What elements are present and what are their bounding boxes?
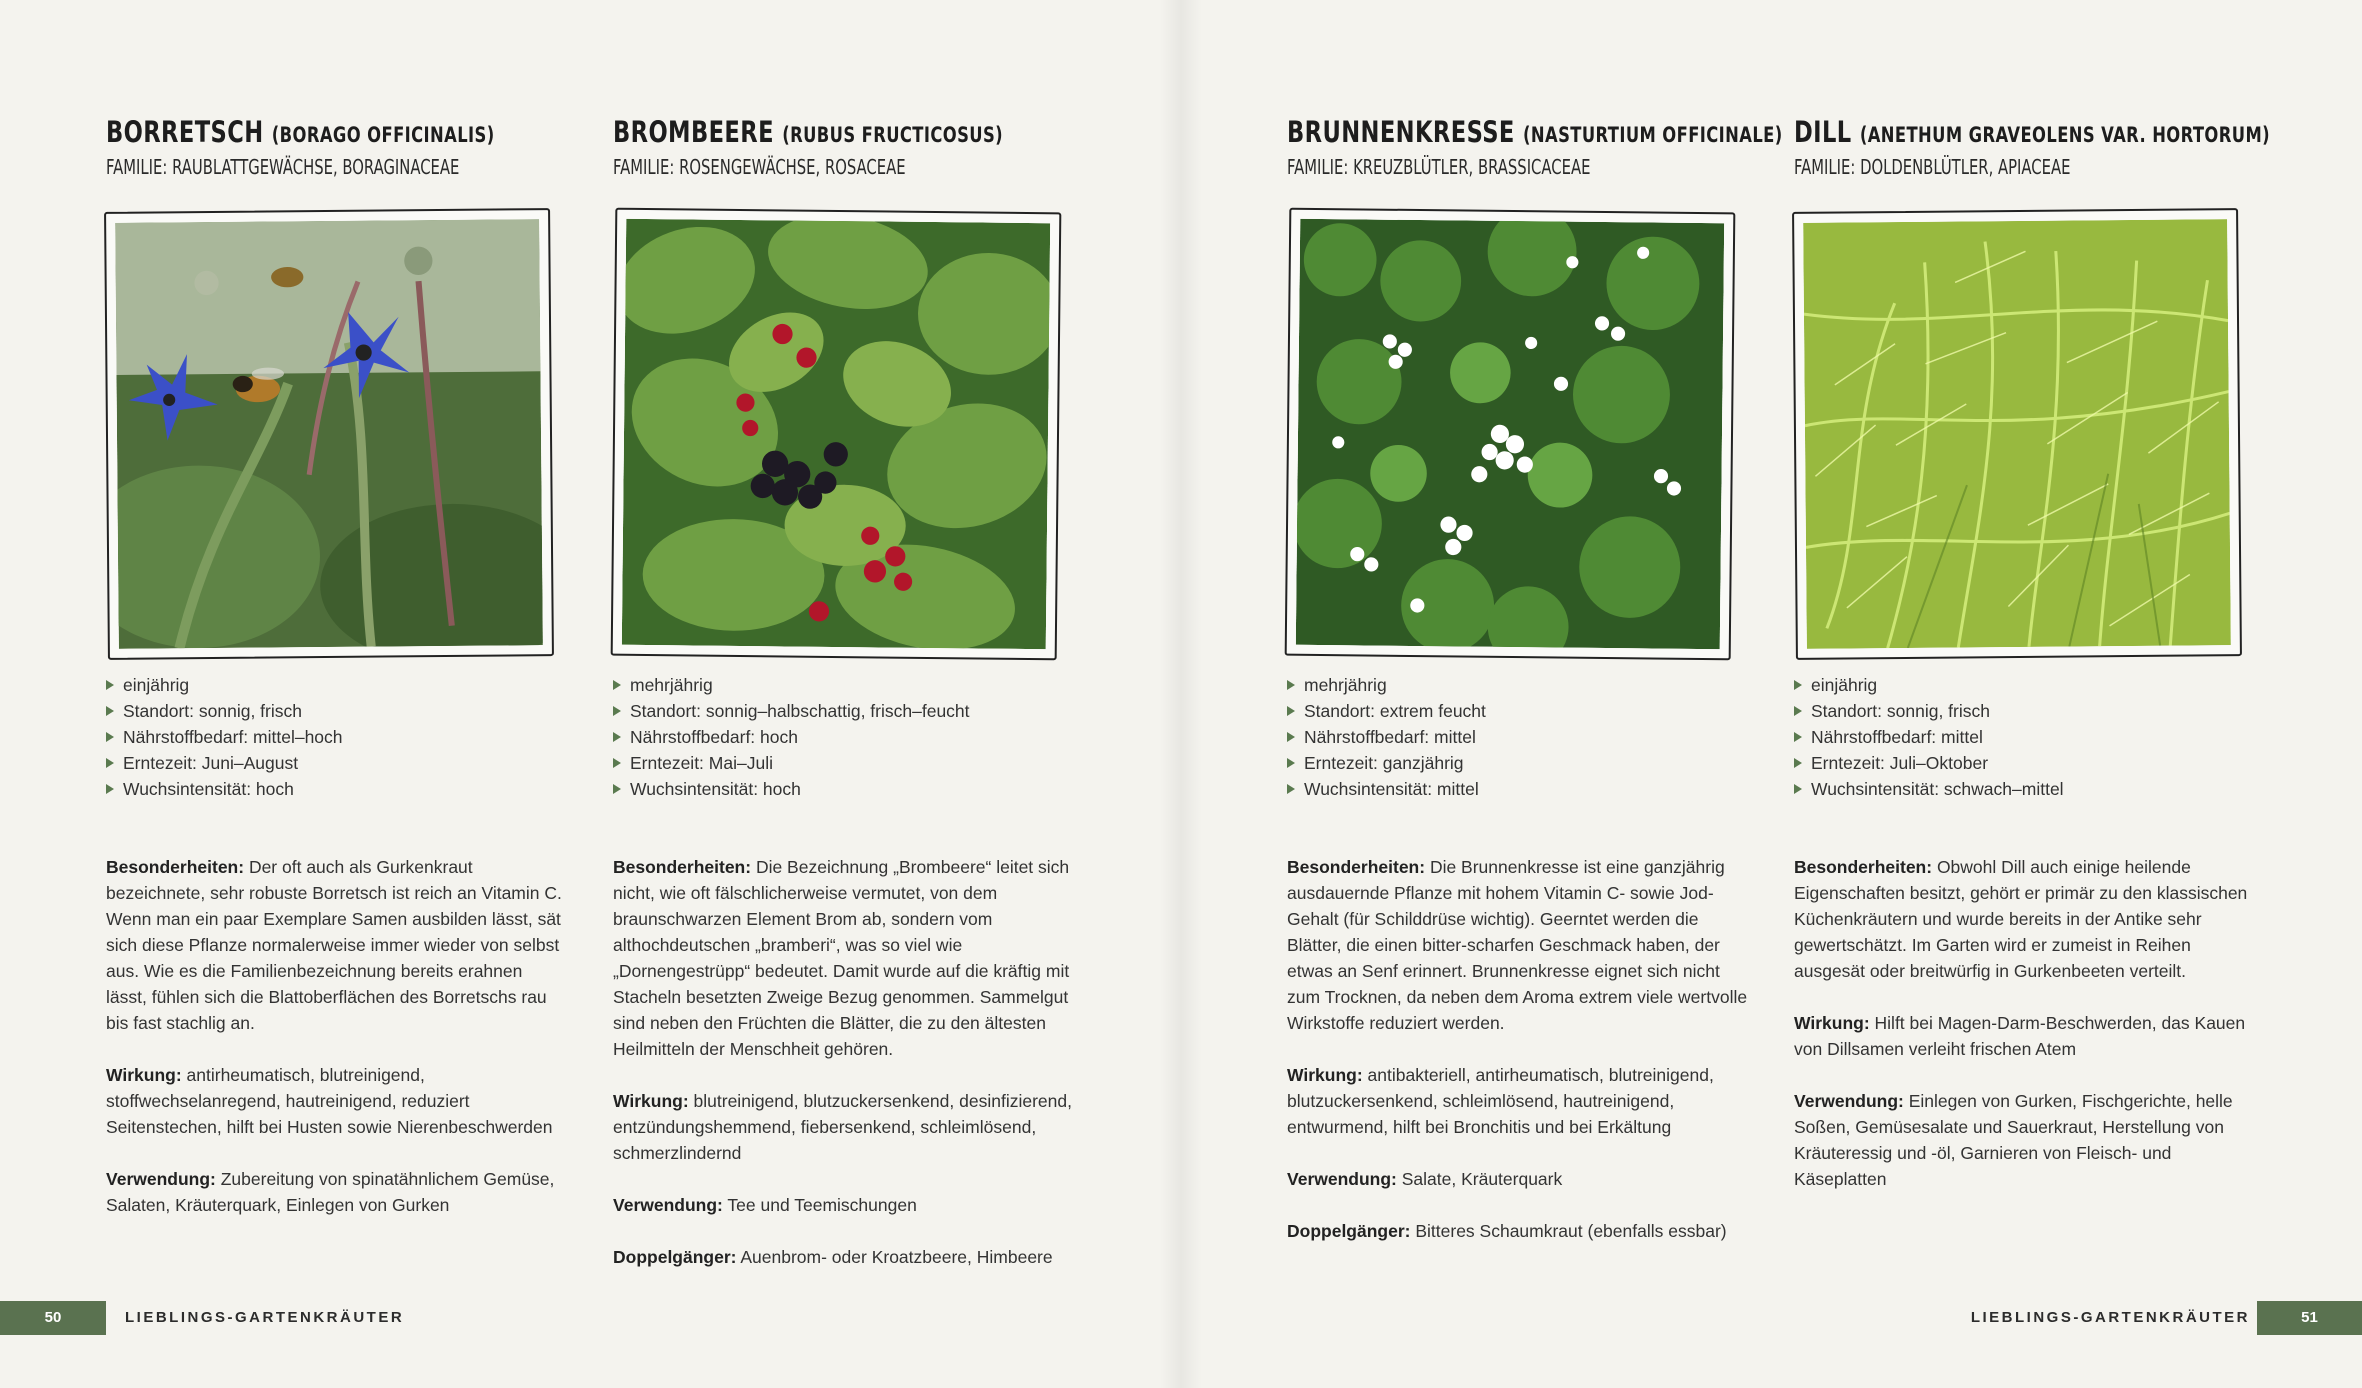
plant-entry-brunnenkresse (1287, 112, 1783, 1241)
bullet-triangle-icon (1287, 758, 1295, 768)
plant-title (1794, 112, 2271, 152)
bullet-triangle-icon (613, 784, 621, 794)
plant-entry-brombeere (613, 112, 1083, 1267)
plant-description (106, 854, 568, 1244)
bullet-triangle-icon (106, 758, 114, 768)
fact-item: Standort: extrem feucht (1287, 698, 1486, 724)
fact-item: Nährstoffbedarf: mittel–hoch (106, 724, 343, 750)
page-number-badge: 50 (0, 1301, 106, 1335)
bullet-triangle-icon (1794, 784, 1802, 794)
watercress-photo (1296, 219, 1724, 649)
fact-item: Erntezeit: Mai–Juli (613, 750, 970, 776)
fact-item: Erntezeit: Juni–August (106, 750, 343, 776)
plant-latin-name: (BORAGO OFFICINALIS) (271, 123, 495, 147)
bullet-triangle-icon (1794, 758, 1802, 768)
section-paragraph: Besonderheiten: Obwohl Dill auch einige heilende Eigenschaften besitzt, gehört er primär zu den klassischen Küchenkräutern und wurde bereits in der Antike sehr gewertschätzt. Im Garten wird er zumeist in Reihen ausgesät oder breitwürfig in Gurkenbeeten verteilt. (1794, 857, 2248, 981)
running-footer: LIEBLINGS-GARTENKRÄUTER (1970, 1309, 2250, 1326)
bullet-triangle-icon (1794, 732, 1802, 742)
plant-name: DILL (1794, 115, 1852, 149)
plant-title (613, 112, 1004, 152)
plant-name: BORRETSCH (106, 115, 264, 149)
section-paragraph: Wirkung: antibakteriell, antirheumatisch, blutreinigend, blutzuckersenkend, schleimlösend, hautreinigend, entwurmend, hilft bei Bronchitis und bei Erkältung (1287, 1065, 1714, 1137)
plant-description (1794, 854, 2256, 1218)
photo-frame (104, 208, 554, 660)
photo-frame (1285, 208, 1736, 661)
plant-latin-name: (RUBUS FRUCTICOSUS) (782, 123, 1004, 147)
bullet-triangle-icon (613, 758, 621, 768)
fact-item: Wuchsintensität: hoch (106, 776, 343, 802)
bullet-triangle-icon (1287, 784, 1295, 794)
bullet-triangle-icon (106, 784, 114, 794)
bullet-triangle-icon (1287, 706, 1295, 716)
section-paragraph: Besonderheiten: Der oft auch als Gurkenkraut bezeichnete, sehr robuste Borretsch ist reich an Vitamin C. Wenn man ein paar Exemplare Samen ausbilden lässt, sät sich diese Pflanze normalerweise immer wieder von selbst aus. Wie es die Familienbezeichnung bereits erahnen lässt, fühlen sich die Blattoberflächen des Borretschs rau bis fast stachlig an. (106, 857, 562, 1033)
blackberry-photo (622, 219, 1050, 649)
section-paragraph: Wirkung: blutreinigend, blutzuckersenkend, desinfizierend, entzündungshemmend, fiebersenkend, schleimlösend, schmerzlindernd (613, 1091, 1072, 1163)
plant-name: BRUNNENKRESSE (1287, 115, 1515, 149)
fact-list (106, 672, 343, 802)
section-paragraph: Besonderheiten: Die Bezeichnung „Brombeere“ leitet sich nicht, wie oft fälschlicherweise vermutet, von dem braunschwarzen Element Brom ab, sondern vom althochdeutschen „bramberi“, was so viel wie „Dornengestrüpp“ bedeutet. Damit wurde auf die kräftig mit Stacheln besetzten Zweige Bezug genommen. Sammelgut sind neben den Früchten die Blätter, die zu den ältesten Heilmitteln der Menschheit gehören. (613, 857, 1070, 1059)
photo-frame (1792, 208, 2242, 660)
fact-list (1794, 672, 2064, 802)
photo-frame (611, 208, 1062, 661)
dill-photo (1803, 219, 2231, 649)
plant-latin-name: (NASTURTIUM OFFICINALE) (1523, 123, 1783, 147)
bullet-triangle-icon (106, 706, 114, 716)
fact-item: einjährig (106, 672, 343, 698)
fact-item: einjährig (1794, 672, 2064, 698)
fact-item: mehrjährig (1287, 672, 1486, 698)
plant-family: FAMILIE: ROSENGEWÄCHSE, ROSACEAE (613, 155, 906, 179)
bullet-triangle-icon (1794, 706, 1802, 716)
fact-item: Nährstoffbedarf: hoch (613, 724, 970, 750)
plant-description (1287, 854, 1749, 1270)
plant-title (106, 112, 495, 152)
plant-entry-borretsch (106, 112, 576, 1215)
bullet-triangle-icon (106, 680, 114, 690)
fact-list (1287, 672, 1486, 802)
plant-family: FAMILIE: RAUBLATTGEWÄCHSE, BORAGINACEAE (106, 155, 460, 179)
bullet-triangle-icon (1794, 680, 1802, 690)
bullet-triangle-icon (1287, 680, 1295, 690)
fact-item: Erntezeit: ganzjährig (1287, 750, 1486, 776)
fact-list (613, 672, 970, 802)
section-paragraph: Wirkung: Hilft bei Magen-Darm-Beschwerden, das Kauen von Dillsamen verleiht frischen Atem (1794, 1013, 2246, 1059)
plant-name: BROMBEERE (613, 115, 774, 149)
section-paragraph: Verwendung: Salate, Kräuterquark (1287, 1169, 1563, 1189)
plant-family: FAMILIE: DOLDENBLÜTLER, APIACEAE (1794, 155, 2071, 179)
fact-item: mehrjährig (613, 672, 970, 698)
borage-photo (115, 219, 543, 649)
section-paragraph: Wirkung: antirheumatisch, blutreinigend, stoffwechselanregend, hautreinigend, reduziert Seitenstechen, hilft bei Husten sowie Nierenbeschwerden (106, 1065, 553, 1137)
section-paragraph: Verwendung: Zubereitung von spinatähnlichem Gemüse, Salaten, Kräuterquark, Einlegen von Gurken (106, 1169, 555, 1215)
fact-item: Nährstoffbedarf: mittel (1794, 724, 2064, 750)
fact-item: Wuchsintensität: mittel (1287, 776, 1486, 802)
plant-entry-dill (1794, 112, 2271, 1189)
plant-description (613, 854, 1075, 1296)
bullet-triangle-icon (1287, 732, 1295, 742)
fact-item: Erntezeit: Juli–Oktober (1794, 750, 2064, 776)
running-footer: LIEBLINGS-GARTENKRÄUTER (125, 1309, 405, 1326)
fact-item: Standort: sonnig, frisch (106, 698, 343, 724)
section-paragraph: Doppelgänger: Auenbrom- oder Kroatzbeere, Himbeere (613, 1247, 1053, 1267)
page-number-badge: 51 (2257, 1301, 2362, 1335)
plant-latin-name: (ANETHUM GRAVEOLENS VAR. HORTORUM) (1859, 123, 2271, 147)
fact-item: Standort: sonnig–halbschattig, frisch–feucht (613, 698, 970, 724)
section-paragraph: Verwendung: Einlegen von Gurken, Fischgerichte, helle Soßen, Gemüsesalate und Sauerkraut, Herstellung von Kräuteressig und -öl, Garnieren von Fleisch- und Käseplatten (1794, 1091, 2233, 1189)
bullet-triangle-icon (613, 680, 621, 690)
section-paragraph: Doppelgänger: Bitteres Schaumkraut (ebenfalls essbar) (1287, 1221, 1727, 1241)
section-paragraph: Verwendung: Tee und Teemischungen (613, 1195, 917, 1215)
fact-item: Wuchsintensität: schwach–mittel (1794, 776, 2064, 802)
fact-item: Nährstoffbedarf: mittel (1287, 724, 1486, 750)
section-paragraph: Besonderheiten: Die Brunnenkresse ist eine ganzjährig ausdauernde Pflanze mit hohem Vitamin C- sowie Jod- Gehalt (für Schilddrüse wichtig). Geerntet werden die Blätter, die einen bitter-scharfen Geschmack haben, der etwas an Senf erinnert. Brunnenkresse eignet sich nicht zum Trocknen, da neben dem Aroma extrem viele wertvolle Wirkstoffe reduziert werden. (1287, 857, 1748, 1033)
plant-title (1287, 112, 1783, 152)
fact-item: Wuchsintensität: hoch (613, 776, 970, 802)
plant-family: FAMILIE: KREUZBLÜTLER, BRASSICACEAE (1287, 155, 1591, 179)
right-page (1181, 0, 2362, 1388)
fact-item: Standort: sonnig, frisch (1794, 698, 2064, 724)
bullet-triangle-icon (613, 706, 621, 716)
bullet-triangle-icon (106, 732, 114, 742)
bullet-triangle-icon (613, 732, 621, 742)
